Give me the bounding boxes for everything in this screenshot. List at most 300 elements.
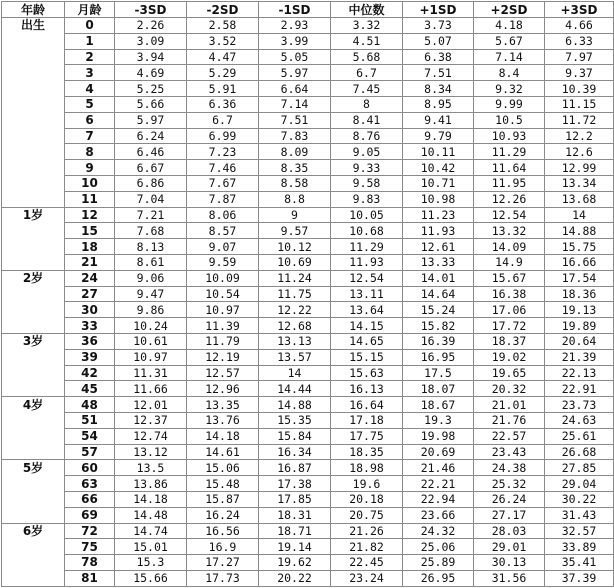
month-cell: 12 (65, 207, 115, 223)
value-cell-median: 21.26 (331, 523, 403, 539)
value-cell-minus3sd: 10.61 (115, 333, 187, 349)
value-cell-minus1sd: 19.62 (259, 555, 331, 571)
value-cell-plus1sd: 12.61 (403, 239, 474, 255)
table-row (2, 160, 614, 176)
value-cell-minus2sd: 12.96 (187, 381, 259, 397)
value-cell-plus1sd: 8.34 (403, 81, 474, 97)
value-cell-minus1sd: 10.69 (259, 254, 331, 270)
age-cell: 5岁 (2, 460, 65, 476)
value-cell-median: 18.98 (331, 460, 403, 476)
age-cell: 2岁 (2, 270, 65, 286)
value-cell-plus2sd: 17.72 (474, 318, 545, 334)
value-cell-median: 20.75 (331, 507, 403, 523)
value-cell-minus2sd: 4.47 (187, 49, 259, 65)
value-cell-plus2sd: 11.95 (474, 175, 545, 191)
table-row (2, 223, 614, 239)
value-cell-plus3sd: 29.04 (545, 476, 614, 492)
month-cell: 78 (65, 555, 115, 571)
value-cell-minus3sd: 13.86 (115, 476, 187, 492)
month-cell: 15 (65, 223, 115, 239)
value-cell-minus2sd: 7.23 (187, 144, 259, 160)
value-cell-plus1sd: 6.38 (403, 49, 474, 65)
value-cell-plus1sd: 23.66 (403, 507, 474, 523)
value-cell-plus3sd: 19.89 (545, 318, 614, 334)
value-cell-plus2sd: 15.67 (474, 270, 545, 286)
header-plus2sd: +2SD (474, 2, 545, 18)
age-cell (2, 33, 65, 49)
value-cell-plus3sd: 6.33 (545, 33, 614, 49)
value-cell-median: 5.68 (331, 49, 403, 65)
value-cell-median: 11.29 (331, 239, 403, 255)
value-cell-minus2sd: 5.29 (187, 65, 259, 81)
age-cell (2, 286, 65, 302)
month-cell: 9 (65, 160, 115, 176)
value-cell-minus3sd: 13.5 (115, 460, 187, 476)
value-cell-minus2sd: 6.36 (187, 96, 259, 112)
value-cell-plus3sd: 12.99 (545, 160, 614, 176)
value-cell-minus3sd: 7.21 (115, 207, 187, 223)
value-cell-minus1sd: 12.68 (259, 318, 331, 334)
value-cell-minus3sd: 12.01 (115, 397, 187, 413)
age-cell (2, 318, 65, 334)
value-cell-minus3sd: 14.18 (115, 491, 187, 507)
value-cell-plus2sd: 11.29 (474, 144, 545, 160)
value-cell-plus2sd: 29.01 (474, 539, 545, 555)
value-cell-median: 8.76 (331, 128, 403, 144)
value-cell-median: 17.75 (331, 428, 403, 444)
value-cell-minus3sd: 8.61 (115, 254, 187, 270)
age-cell (2, 381, 65, 397)
value-cell-minus3sd: 9.06 (115, 270, 187, 286)
age-cell (2, 412, 65, 428)
value-cell-plus3sd: 26.68 (545, 444, 614, 460)
value-cell-plus1sd: 15.82 (403, 318, 474, 334)
value-cell-plus2sd: 7.14 (474, 49, 545, 65)
age-cell (2, 49, 65, 65)
table-row (2, 302, 614, 318)
value-cell-minus1sd: 17.38 (259, 476, 331, 492)
value-cell-median: 10.05 (331, 207, 403, 223)
age-cell (2, 349, 65, 365)
month-cell: 21 (65, 254, 115, 270)
table-row (2, 112, 614, 128)
value-cell-minus1sd: 19.14 (259, 539, 331, 555)
value-cell-minus3sd: 6.86 (115, 175, 187, 191)
value-cell-minus1sd: 9.57 (259, 223, 331, 239)
value-cell-median: 17.18 (331, 412, 403, 428)
month-cell: 36 (65, 333, 115, 349)
age-cell (2, 444, 65, 460)
value-cell-plus3sd: 13.68 (545, 191, 614, 207)
value-cell-plus2sd: 18.37 (474, 333, 545, 349)
value-cell-minus2sd: 12.57 (187, 365, 259, 381)
value-cell-minus2sd: 8.57 (187, 223, 259, 239)
table-row (2, 412, 614, 428)
value-cell-plus2sd: 31.56 (474, 570, 545, 586)
value-cell-minus1sd: 16.34 (259, 444, 331, 460)
value-cell-minus1sd: 16.87 (259, 460, 331, 476)
value-cell-minus2sd: 6.99 (187, 128, 259, 144)
value-cell-plus3sd: 7.97 (545, 49, 614, 65)
age-cell (2, 112, 65, 128)
value-cell-minus2sd: 6.7 (187, 112, 259, 128)
value-cell-minus2sd: 14.18 (187, 428, 259, 444)
value-cell-plus3sd: 37.39 (545, 570, 614, 586)
value-cell-minus3sd: 7.68 (115, 223, 187, 239)
value-cell-minus3sd: 7.04 (115, 191, 187, 207)
value-cell-minus2sd: 14.61 (187, 444, 259, 460)
value-cell-plus2sd: 12.54 (474, 207, 545, 223)
value-cell-median: 12.54 (331, 270, 403, 286)
value-cell-plus2sd: 30.13 (474, 555, 545, 571)
value-cell-plus3sd: 18.36 (545, 286, 614, 302)
value-cell-median: 16.13 (331, 381, 403, 397)
table-row (2, 349, 614, 365)
value-cell-plus3sd: 23.73 (545, 397, 614, 413)
value-cell-plus2sd: 4.18 (474, 18, 545, 34)
value-cell-minus3sd: 3.94 (115, 49, 187, 65)
value-cell-plus2sd: 14.9 (474, 254, 545, 270)
value-cell-minus1sd: 9 (259, 207, 331, 223)
value-cell-median: 3.32 (331, 18, 403, 34)
value-cell-median: 16.64 (331, 397, 403, 413)
value-cell-plus1sd: 11.23 (403, 207, 474, 223)
value-cell-minus3sd: 15.01 (115, 539, 187, 555)
value-cell-plus2sd: 11.64 (474, 160, 545, 176)
value-cell-minus1sd: 7.51 (259, 112, 331, 128)
value-cell-plus3sd: 12.2 (545, 128, 614, 144)
value-cell-median: 9.33 (331, 160, 403, 176)
table-row (2, 49, 614, 65)
value-cell-plus1sd: 11.93 (403, 223, 474, 239)
table-row (2, 144, 614, 160)
value-cell-minus3sd: 4.69 (115, 65, 187, 81)
value-cell-plus1sd: 19.3 (403, 412, 474, 428)
table-row (2, 523, 614, 539)
table-row (2, 333, 614, 349)
header-minus1sd: -1SD (259, 2, 331, 18)
value-cell-minus1sd: 7.14 (259, 96, 331, 112)
age-cell (2, 539, 65, 555)
value-cell-minus1sd: 14.88 (259, 397, 331, 413)
value-cell-plus1sd: 16.95 (403, 349, 474, 365)
value-cell-plus2sd: 10.93 (474, 128, 545, 144)
value-cell-plus3sd: 11.72 (545, 112, 614, 128)
age-cell (2, 428, 65, 444)
value-cell-minus2sd: 10.97 (187, 302, 259, 318)
table-row (2, 507, 614, 523)
value-cell-plus1sd: 18.67 (403, 397, 474, 413)
value-cell-minus3sd: 6.67 (115, 160, 187, 176)
month-cell: 24 (65, 270, 115, 286)
age-cell (2, 507, 65, 523)
value-cell-minus2sd: 13.35 (187, 397, 259, 413)
value-cell-plus1sd: 15.24 (403, 302, 474, 318)
value-cell-median: 22.45 (331, 555, 403, 571)
value-cell-median: 15.15 (331, 349, 403, 365)
value-cell-minus1sd: 5.97 (259, 65, 331, 81)
age-cell (2, 96, 65, 112)
table-row (2, 254, 614, 270)
value-cell-minus3sd: 5.97 (115, 112, 187, 128)
value-cell-plus1sd: 16.39 (403, 333, 474, 349)
value-cell-plus2sd: 21.01 (474, 397, 545, 413)
age-cell (2, 81, 65, 97)
value-cell-plus1sd: 22.94 (403, 491, 474, 507)
value-cell-plus2sd: 17.06 (474, 302, 545, 318)
value-cell-minus2sd: 12.19 (187, 349, 259, 365)
value-cell-median: 13.11 (331, 286, 403, 302)
value-cell-minus2sd: 16.24 (187, 507, 259, 523)
value-cell-plus2sd: 21.76 (474, 412, 545, 428)
value-cell-plus1sd: 26.95 (403, 570, 474, 586)
month-cell: 0 (65, 18, 115, 34)
value-cell-minus1sd: 18.31 (259, 507, 331, 523)
value-cell-plus2sd: 9.99 (474, 96, 545, 112)
value-cell-plus2sd: 16.38 (474, 286, 545, 302)
table-row (2, 397, 614, 413)
value-cell-minus1sd: 15.84 (259, 428, 331, 444)
month-cell: 48 (65, 397, 115, 413)
value-cell-median: 8.41 (331, 112, 403, 128)
age-cell: 1岁 (2, 207, 65, 223)
table-row (2, 428, 614, 444)
value-cell-plus3sd: 10.39 (545, 81, 614, 97)
value-cell-median: 18.35 (331, 444, 403, 460)
value-cell-plus3sd: 14 (545, 207, 614, 223)
value-cell-plus2sd: 27.17 (474, 507, 545, 523)
value-cell-minus3sd: 10.97 (115, 349, 187, 365)
value-cell-plus1sd: 17.5 (403, 365, 474, 381)
header-plus3sd: +3SD (545, 2, 614, 18)
value-cell-minus3sd: 11.66 (115, 381, 187, 397)
value-cell-median: 4.51 (331, 33, 403, 49)
age-cell: 3岁 (2, 333, 65, 349)
value-cell-minus2sd: 11.79 (187, 333, 259, 349)
table-row (2, 81, 614, 97)
value-cell-plus1sd: 25.06 (403, 539, 474, 555)
value-cell-plus3sd: 19.13 (545, 302, 614, 318)
value-cell-minus2sd: 15.87 (187, 491, 259, 507)
header-median: 中位数 (331, 2, 403, 18)
month-cell: 8 (65, 144, 115, 160)
value-cell-plus3sd: 30.22 (545, 491, 614, 507)
age-cell (2, 223, 65, 239)
value-cell-plus1sd: 13.33 (403, 254, 474, 270)
age-cell (2, 570, 65, 586)
value-cell-minus1sd: 3.99 (259, 33, 331, 49)
value-cell-minus1sd: 13.13 (259, 333, 331, 349)
value-cell-minus3sd: 14.48 (115, 507, 187, 523)
value-cell-minus3sd: 9.47 (115, 286, 187, 302)
table-row (2, 539, 614, 555)
value-cell-minus1sd: 13.57 (259, 349, 331, 365)
value-cell-minus3sd: 12.74 (115, 428, 187, 444)
age-cell (2, 175, 65, 191)
table-row (2, 239, 614, 255)
table-row (2, 318, 614, 334)
month-cell: 33 (65, 318, 115, 334)
value-cell-plus3sd: 35.41 (545, 555, 614, 571)
value-cell-plus2sd: 10.5 (474, 112, 545, 128)
value-cell-plus1sd: 3.73 (403, 18, 474, 34)
header-plus1sd: +1SD (403, 2, 474, 18)
age-cell (2, 128, 65, 144)
value-cell-plus1sd: 10.71 (403, 175, 474, 191)
value-cell-minus1sd: 20.22 (259, 570, 331, 586)
value-cell-plus1sd: 10.42 (403, 160, 474, 176)
value-cell-median: 23.24 (331, 570, 403, 586)
value-cell-median: 19.6 (331, 476, 403, 492)
value-cell-plus3sd: 13.34 (545, 175, 614, 191)
value-cell-plus1sd: 5.07 (403, 33, 474, 49)
value-cell-minus2sd: 8.06 (187, 207, 259, 223)
value-cell-plus3sd: 27.85 (545, 460, 614, 476)
month-cell: 54 (65, 428, 115, 444)
table-row (2, 444, 614, 460)
table-row (2, 175, 614, 191)
value-cell-plus2sd: 5.67 (474, 33, 545, 49)
age-cell (2, 555, 65, 571)
age-cell: 4岁 (2, 397, 65, 413)
table-row (2, 476, 614, 492)
age-cell (2, 160, 65, 176)
month-cell: 51 (65, 412, 115, 428)
header-month: 月龄 (65, 2, 115, 18)
month-cell: 2 (65, 49, 115, 65)
header-minus2sd: -2SD (187, 2, 259, 18)
value-cell-minus2sd: 10.09 (187, 270, 259, 286)
value-cell-minus1sd: 10.12 (259, 239, 331, 255)
value-cell-minus3sd: 12.37 (115, 412, 187, 428)
value-cell-minus3sd: 14.74 (115, 523, 187, 539)
value-cell-plus2sd: 28.03 (474, 523, 545, 539)
table-row (2, 128, 614, 144)
value-cell-minus1sd: 12.22 (259, 302, 331, 318)
value-cell-median: 6.7 (331, 65, 403, 81)
value-cell-plus3sd: 33.89 (545, 539, 614, 555)
value-cell-minus2sd: 15.48 (187, 476, 259, 492)
value-cell-minus1sd: 17.85 (259, 491, 331, 507)
value-cell-plus1sd: 8.95 (403, 96, 474, 112)
value-cell-minus2sd: 17.73 (187, 570, 259, 586)
value-cell-minus3sd: 3.09 (115, 33, 187, 49)
value-cell-minus1sd: 5.05 (259, 49, 331, 65)
value-cell-plus2sd: 25.32 (474, 476, 545, 492)
value-cell-plus3sd: 16.66 (545, 254, 614, 270)
value-cell-plus3sd: 14.88 (545, 223, 614, 239)
value-cell-plus3sd: 22.91 (545, 381, 614, 397)
value-cell-plus3sd: 20.64 (545, 333, 614, 349)
month-cell: 10 (65, 175, 115, 191)
age-cell: 出生 (2, 18, 65, 34)
value-cell-plus1sd: 19.98 (403, 428, 474, 444)
value-cell-minus3sd: 5.66 (115, 96, 187, 112)
month-cell: 72 (65, 523, 115, 539)
age-cell (2, 239, 65, 255)
value-cell-minus2sd: 7.67 (187, 175, 259, 191)
month-cell: 1 (65, 33, 115, 49)
month-cell: 27 (65, 286, 115, 302)
value-cell-minus1sd: 14.44 (259, 381, 331, 397)
value-cell-minus3sd: 8.13 (115, 239, 187, 255)
value-cell-minus1sd: 8.8 (259, 191, 331, 207)
table-row (2, 555, 614, 571)
value-cell-median: 8 (331, 96, 403, 112)
value-cell-median: 10.68 (331, 223, 403, 239)
value-cell-minus3sd: 2.26 (115, 18, 187, 34)
value-cell-minus1sd: 18.71 (259, 523, 331, 539)
value-cell-plus3sd: 9.37 (545, 65, 614, 81)
value-cell-minus1sd: 8.58 (259, 175, 331, 191)
value-cell-median: 9.58 (331, 175, 403, 191)
value-cell-median: 21.82 (331, 539, 403, 555)
value-cell-minus1sd: 6.64 (259, 81, 331, 97)
value-cell-plus1sd: 24.32 (403, 523, 474, 539)
value-cell-plus3sd: 32.57 (545, 523, 614, 539)
value-cell-plus1sd: 14.01 (403, 270, 474, 286)
table-row (2, 18, 614, 34)
value-cell-minus1sd: 11.24 (259, 270, 331, 286)
value-cell-minus3sd: 9.86 (115, 302, 187, 318)
value-cell-minus2sd: 13.76 (187, 412, 259, 428)
value-cell-minus1sd: 14 (259, 365, 331, 381)
value-cell-median: 7.45 (331, 81, 403, 97)
month-cell: 30 (65, 302, 115, 318)
value-cell-plus1sd: 14.64 (403, 286, 474, 302)
table-row (2, 33, 614, 49)
age-cell (2, 491, 65, 507)
month-cell: 7 (65, 128, 115, 144)
value-cell-median: 15.63 (331, 365, 403, 381)
table-row (2, 191, 614, 207)
table-row (2, 65, 614, 81)
table-row (2, 286, 614, 302)
growth-table (1, 1, 614, 587)
value-cell-minus2sd: 15.06 (187, 460, 259, 476)
value-cell-plus1sd: 18.07 (403, 381, 474, 397)
age-cell (2, 302, 65, 318)
table-row (2, 270, 614, 286)
value-cell-minus2sd: 9.59 (187, 254, 259, 270)
value-cell-plus2sd: 19.02 (474, 349, 545, 365)
value-cell-median: 9.83 (331, 191, 403, 207)
month-cell: 39 (65, 349, 115, 365)
month-cell: 42 (65, 365, 115, 381)
month-cell: 63 (65, 476, 115, 492)
value-cell-plus3sd: 17.54 (545, 270, 614, 286)
value-cell-median: 14.65 (331, 333, 403, 349)
value-cell-minus3sd: 6.46 (115, 144, 187, 160)
value-cell-minus2sd: 5.91 (187, 81, 259, 97)
value-cell-plus3sd: 24.63 (545, 412, 614, 428)
value-cell-plus1sd: 22.21 (403, 476, 474, 492)
month-cell: 5 (65, 96, 115, 112)
month-cell: 75 (65, 539, 115, 555)
value-cell-minus2sd: 9.07 (187, 239, 259, 255)
table-row (2, 207, 614, 223)
value-cell-plus2sd: 8.4 (474, 65, 545, 81)
header-row (2, 2, 614, 18)
month-cell: 81 (65, 570, 115, 586)
table-row (2, 365, 614, 381)
value-cell-minus2sd: 16.9 (187, 539, 259, 555)
month-cell: 69 (65, 507, 115, 523)
month-cell: 11 (65, 191, 115, 207)
value-cell-plus1sd: 9.41 (403, 112, 474, 128)
value-cell-plus2sd: 26.24 (474, 491, 545, 507)
value-cell-plus1sd: 20.69 (403, 444, 474, 460)
